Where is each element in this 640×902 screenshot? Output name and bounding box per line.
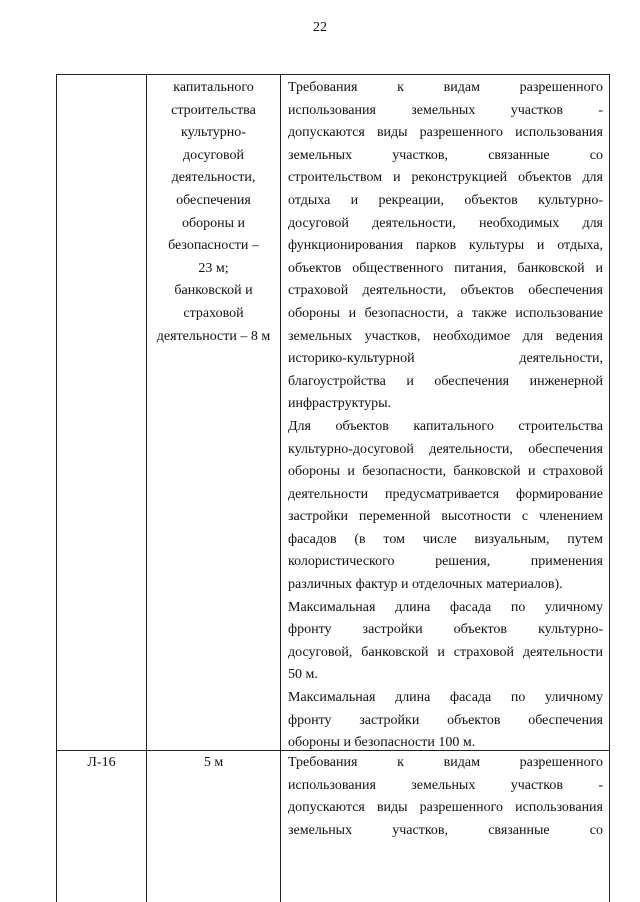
row1-requirement-text-line: фронту застройки объектов обеспечения bbox=[288, 712, 603, 728]
row1-requirement-text-line: деятельности предусматривается формирование bbox=[288, 486, 603, 502]
row1-height-text-line: деятельности – 8 м bbox=[156, 328, 271, 344]
row1-requirement-text-line: использования земельных участков - bbox=[288, 102, 603, 118]
row1-requirement-text-line: Для объектов капитального строительства bbox=[288, 418, 603, 434]
row1-height-text-line: досуговой bbox=[183, 147, 244, 163]
column-divider-2 bbox=[280, 75, 281, 902]
row1-requirement-text-line: фронту застройки объектов культурно- bbox=[288, 622, 603, 638]
row1-requirement-text-line: Максимальная длина фасада по уличному bbox=[288, 599, 603, 615]
row1-requirement-text-line: Максимальная длина фасада по уличному bbox=[288, 690, 603, 706]
page-number: 22 bbox=[313, 20, 327, 35]
row1-requirement-text-line: обороны и безопасности 100 м. bbox=[288, 735, 476, 751]
row1-height-text-line: культурно- bbox=[181, 125, 246, 141]
row1-requirement-text-line: историко-культурной деятельности, bbox=[288, 351, 603, 367]
row1-requirement-text-line: колористического решения, применения bbox=[288, 554, 603, 570]
row2-requirements-cell bbox=[288, 752, 603, 842]
row2-requirement-text-line: допускаются виды разрешенного использования bbox=[288, 800, 603, 816]
row1-requirement-text-line: досуговой, банковской и страховой деятельности bbox=[288, 644, 603, 660]
zoning-table bbox=[56, 74, 610, 902]
row1-height-text-line: безопасности – bbox=[168, 238, 259, 254]
row2-requirement-text-line: земельных участков, связанные со bbox=[288, 822, 603, 838]
row1-requirement-text-line: досуговой деятельности, необходимых для bbox=[288, 215, 603, 231]
row1-requirement-text-line: обороны и безопасности, а также использование bbox=[288, 305, 603, 321]
row2-requirement-text-line: использования земельных участков - bbox=[288, 777, 603, 793]
row1-height-text-line: деятельности, bbox=[171, 170, 256, 186]
row1-requirement-text-line: отдыха и рекреации, объектов культурно- bbox=[288, 192, 603, 208]
row1-requirement-text-line: фасадов (в том числе визуальным, путем bbox=[288, 531, 603, 547]
row1-requirement-text-line: страховой деятельности, объектов обеспечения bbox=[288, 283, 603, 299]
row2-zone-cell: Л-16 bbox=[87, 755, 116, 770]
row1-requirement-text-line: культурно-досуговой деятельности, обеспечения bbox=[288, 441, 603, 457]
row1-requirement-text-line: обороны и безопасности, банковской и страховой bbox=[288, 464, 603, 480]
row1-requirements-cell bbox=[288, 77, 603, 755]
row1-requirement-text-line: допускаются виды разрешенного использования bbox=[288, 125, 603, 141]
row2-requirement-text-line: Требования к видам разрешенного bbox=[288, 755, 603, 770]
row1-height-text-line: обороны и bbox=[181, 215, 245, 231]
row1-height-cell bbox=[147, 77, 280, 348]
row1-requirement-text-line: функционирования парков культуры и отдыха, bbox=[288, 238, 603, 254]
row1-height-text-line: 23 м; bbox=[198, 260, 229, 276]
row2-height-cell: 5 м bbox=[203, 755, 224, 770]
row1-requirement-text-line: благоустройства и обеспечения инженерной bbox=[288, 373, 603, 389]
row1-requirement-text-line: различных фактур и отделочных материалов). bbox=[288, 577, 563, 593]
row1-requirement-text-line: Требования к видам разрешенного bbox=[288, 80, 603, 95]
row1-height-text-line: капитального bbox=[173, 80, 254, 95]
row1-requirement-text-line: строительством и реконструкцией объектов для bbox=[288, 170, 603, 186]
row1-requirement-text-line: объектов общественного питания, банковской и bbox=[288, 260, 603, 276]
row1-requirement-text-line: земельных участков, необходимое для ведения bbox=[288, 328, 603, 344]
row1-requirement-text-line: инфраструктуры. bbox=[288, 396, 392, 412]
row1-requirement-text-line: земельных участков, связанные со bbox=[288, 147, 603, 163]
row1-requirement-text-line: 50 м. bbox=[288, 667, 318, 683]
row1-requirement-text-line: застройки переменной высотности с членением bbox=[288, 509, 603, 525]
row1-height-text-line: обеспечения bbox=[176, 192, 251, 208]
row1-height-text-line: банковской и bbox=[174, 283, 253, 299]
row1-height-text-line: строительства bbox=[171, 102, 256, 118]
row1-height-text-line: страховой bbox=[183, 305, 244, 321]
